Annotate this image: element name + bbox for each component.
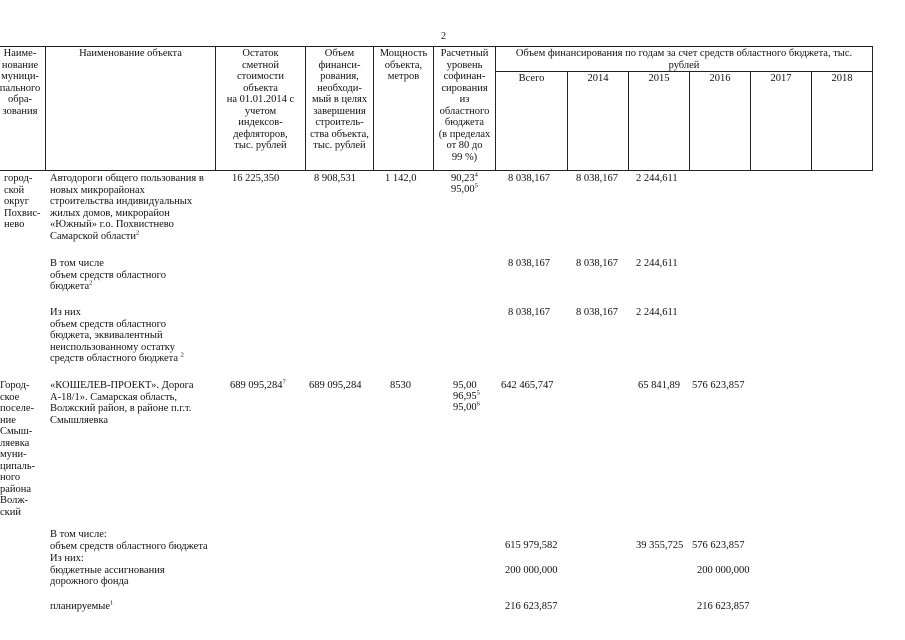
table-top-border <box>0 46 872 47</box>
row1-object-name: Автодороги общего пользования в новых микрорайонах строительства индивидуальных жилых домов, микрорайон «Южный» г.о. Похвистнево Самарской области$^2$ <box>50 173 204 242</box>
header-cofinancing-level: Расчетный уровень софинан- сирования из областного бюджета (в пределах от 80 до 99 %) <box>438 48 491 163</box>
row7-2016: 216 623,857 <box>697 601 750 612</box>
row2-total: 8 038,167 <box>508 258 550 269</box>
row6-object-name: Из них: бюджетные ассигнования дорожного фонда <box>50 553 165 587</box>
row7-total: 216 623,857 <box>505 601 558 612</box>
row4-level-1: 95,00 <box>453 380 477 391</box>
row4-capacity: 8530 <box>390 380 411 391</box>
row5-object-name: В том числе: объем средств областного бюджета <box>50 529 208 552</box>
row1-capacity: 1 142,0 <box>385 173 417 184</box>
row6-2016: 200 000,000 <box>697 565 750 576</box>
row5-total: 615 979,582 <box>505 540 558 551</box>
page-number: 2 <box>441 31 446 42</box>
row2-2014: 8 038,167 <box>576 258 618 269</box>
table-right-border <box>872 46 873 171</box>
row4-total: 642 465,747 <box>501 380 554 391</box>
row3-total: 8 038,167 <box>508 307 550 318</box>
row1-level-1: 90,23$^4$ <box>451 171 478 184</box>
row2-object-name: В том числе объем средств областного бюджета$^2$ <box>50 258 166 292</box>
row6-total: 200 000,000 <box>505 565 558 576</box>
row4-residual-cost: 689 095,284$^7$ <box>230 378 286 391</box>
row1-level-2: 95,00$^5$ <box>451 182 478 195</box>
header-bottom-border <box>0 170 872 171</box>
row4-object-name: «КОШЕЛЕВ-ПРОЕКТ». Дорога А-18/1». Самарская область, Волжский район, в районе п.г.т. Смышляевка <box>50 380 194 426</box>
col-divider-11 <box>811 71 812 171</box>
col-divider-8 <box>628 71 629 171</box>
row1-residual-cost: 16 225,350 <box>232 173 280 184</box>
row5-2015: 39 355,725 <box>636 540 684 551</box>
header-municipality: Наиме- нование муници- пального обра- зования <box>0 48 41 117</box>
col-divider-9 <box>689 71 690 171</box>
row3-2015: 2 244,611 <box>636 307 678 318</box>
year-header-divider <box>496 71 872 72</box>
row4-municipality: Город- ское поселе- ние Смыш- ляевка муни- ципаль- ного района Волж- ский <box>0 380 36 518</box>
header-capacity: Мощность объекта, метров <box>379 48 428 82</box>
row3-2014: 8 038,167 <box>576 307 618 318</box>
row1-municipality: город- ской округ Похвис- нево <box>4 173 41 230</box>
header-2015: 2015 <box>648 73 670 84</box>
header-financing-volume: Объем финанси- рования, необходи- мый в целях завершения строитель- ства объекта, тыс. рублей <box>310 48 369 151</box>
row1-2015: 2 244,611 <box>636 173 678 184</box>
row7-object-name: планируемые$^1$ <box>50 599 114 612</box>
header-2016: 2016 <box>709 73 731 84</box>
header-2014: 2014 <box>587 73 609 84</box>
row5-2016: 576 623,857 <box>692 540 745 551</box>
header-funding-by-year: Объем финансирования по годам за счет средств областного бюджета, тыс. рублей <box>515 48 853 71</box>
row4-level-2: 96,95$^5$ <box>453 389 480 402</box>
row4-2015: 65 841,89 <box>638 380 680 391</box>
row1-2014: 8 038,167 <box>576 173 618 184</box>
row2-2015: 2 244,611 <box>636 258 678 269</box>
row1-total: 8 038,167 <box>508 173 550 184</box>
row1-financing-volume: 8 908,531 <box>314 173 356 184</box>
col-divider-7 <box>567 71 568 171</box>
row3-object-name: Из них объем средств областного бюджета, эквивалентный неиспользованному остатку средств областного бюджета $^2$ <box>50 307 184 364</box>
row4-2016: 576 623,857 <box>692 380 745 391</box>
header-residual-cost: Остаток сметной стоимости объекта на 01.01.2014 с учетом индексов- дефляторов, тыс. рублей <box>226 48 295 151</box>
col-divider-10 <box>750 71 751 171</box>
header-2017: 2017 <box>770 73 792 84</box>
header-object-name: Наименование объекта <box>79 48 182 59</box>
row4-level-3: 95,00$^6$ <box>453 400 480 413</box>
row4-financing-volume: 689 095,284 <box>309 380 362 391</box>
header-2018: 2018 <box>831 73 853 84</box>
header-total: Всего <box>518 73 545 84</box>
